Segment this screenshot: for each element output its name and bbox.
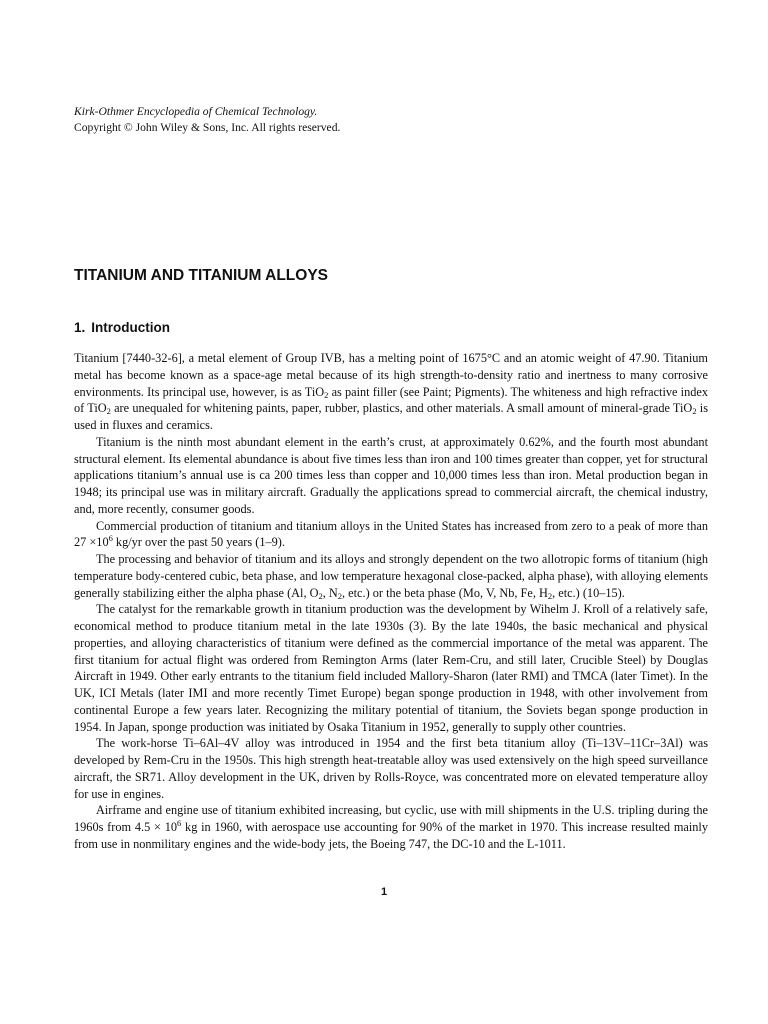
citation-header (74, 104, 340, 136)
paragraph-5: The catalyst for the remarkable growth in titanium production was the development by Wihelm J. Kroll of a relatively safe, economical method to produce titanium metal in the late 1930s (3). By the late 1940s, the basic mechanical and physical properties, and alloying characteristics of titanium were defined as the commercial importance of the metal was apparent. The first titanium for actual flight was ordered from Remington Arms (later Rem-Cru, and still later, Crucible Steel) by Douglas Aircraft in 1949. Other early entrants to the titanium field included Mallory-Sharon (later RMI) and TMCA (later Timet). In the UK, ICI Metals (later IMI and more recently Timet Europe) began sponge production in 1948, with other involvement from continental Europe a few years later. Recognizing the military potential of titanium, the Soviets began sponge production in 1954. In Japan, sponge production was initiated by Osaka Titanium in 1952, generally to supply other countries. (74, 602, 708, 734)
paragraph-6: The work-horse Ti–6Al–4V alloy was introduced in 1954 and the first beta titanium alloy (Ti–13V–11Cr–3Al) was developed by Rem-Cru in the 1950s. This high strength heat-treatable alloy was used extensively on the high speed surveillance aircraft, the SR71. Alloy development in the UK, driven by Rolls-Royce, was concentrated more on elevated temperature alloy for use in engines. (74, 736, 708, 801)
journal-name: Kirk-Othmer Encyclopedia of Chemical Technology. (74, 105, 318, 118)
paragraph-7: Airframe and engine use of titanium exhibited increasing, but cyclic, use with mill shipments in the U.S. tripling during the 1960s from $4.5 \times 10^6$ kg in 1960, with aerospace use accounting for 90% of the market in 1970. This increase resulted mainly from use in nonmilitary engines and the wide-body jets, the Boeing 747, the DC-10 and the L-1011. (74, 803, 708, 851)
paragraph-4: The processing and behavior of titanium and its alloys and strongly dependent on the two allotropic forms of titanium (high temperature body-centered cubic, beta phase, and low temperature hexagonal close-packed, alpha phase), with alloying elements generally stabilizing either the alpha phase (Al, $O_2$, $N_2$, etc.) or the beta phase (Mo, V, Nb, Fe, $H_2$, etc.) (10–15). (74, 552, 708, 601)
section-heading (74, 320, 170, 335)
article-body (74, 350, 708, 853)
section-number: 1. (74, 320, 86, 335)
section-title: Introduction (91, 320, 170, 335)
page-number: 1 (380, 886, 388, 898)
paragraph-3: Commercial production of titanium and titanium alloys in the United States has increased from zero to a peak of more than $27 \times 10^6$ kg/yr over the past 50 years (1–9). (74, 518, 708, 550)
paragraph-1: Titanium [7440-32-6], a metal element of Group IVB, has a melting point of 1675°C and an atomic weight of 47.90. Titanium metal has become known as a space-age metal because of its high strength-to-density ratio and inertness to many corrosive environments. Its principal use, however, is as TiO$_2$ as paint filler (see Paint; Pigments). The whiteness and high refractive index of TiO$_2$ are unequaled for whitening paints, paper, rubber, plastics, and other materials. A small amount of mineral-grade TiO$_2$ is used in fluxes and ceramics. (74, 351, 708, 432)
article-title: TITANIUM AND TITANIUM ALLOYS (74, 267, 328, 284)
copyright-line: Copyright © John Wiley & Sons, Inc. All rights reserved. (74, 121, 341, 134)
paragraph-2: Titanium is the ninth most abundant element in the earth’s crust, at approximately 0.62%, and the fourth most abundant structural element. Its elemental abundance is about five times less than iron and 100 times greater than copper, yet for structural applications titanium’s annual use is ca 200 times less than copper and 10,000 times less than iron. Metal production began in 1948; its principal use was in military aircraft. Gradually the applications spread to commercial aircraft, the chemical industry, and, more recently, consumer goods. (74, 434, 708, 516)
